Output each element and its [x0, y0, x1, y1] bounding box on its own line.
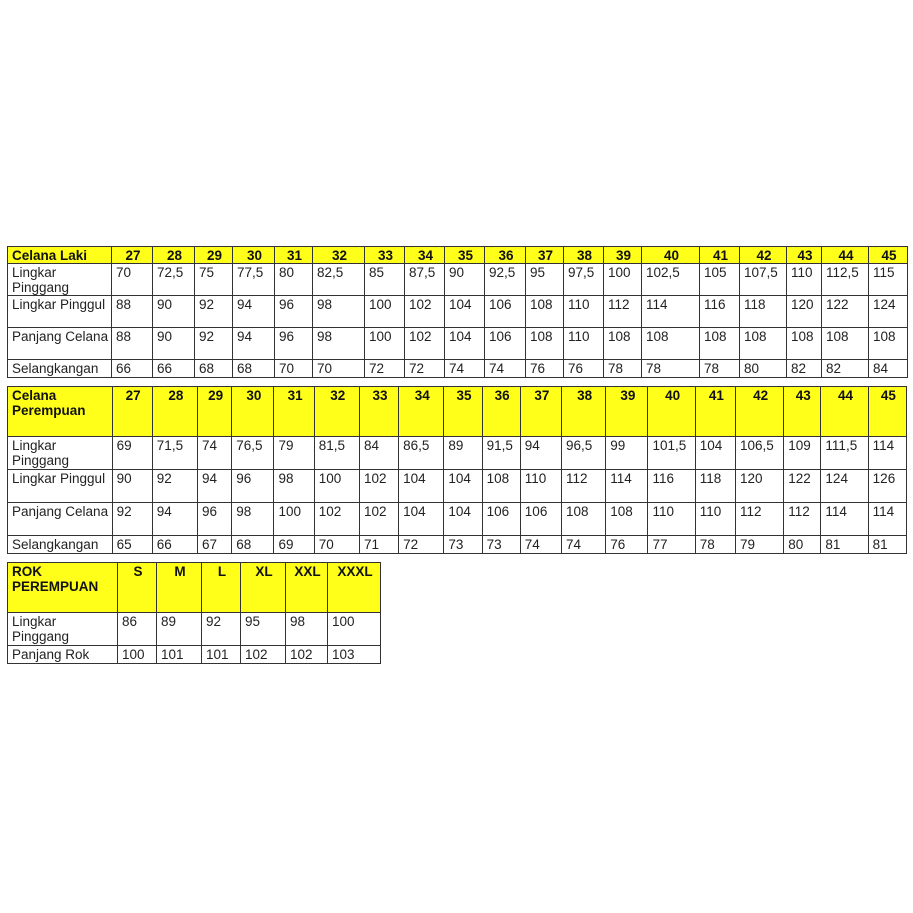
- table-cell: 108: [700, 328, 740, 360]
- table-cell: 102: [286, 646, 328, 664]
- rok-perempuan-size-xl: XL: [241, 563, 286, 613]
- celana-perempuan-size-43: 43: [784, 387, 821, 437]
- table-cell: 81,5: [314, 437, 359, 470]
- table-cell: 114: [868, 437, 906, 470]
- celana-perempuan-row-lingkar-pinggul: [8, 470, 907, 503]
- table-cell: 114: [821, 503, 868, 536]
- table-cell: 100: [604, 264, 642, 296]
- table-cell: 102: [359, 503, 398, 536]
- celana-perempuan-row-lingkar-pinggang: [8, 437, 907, 470]
- table-cell: 102: [405, 328, 445, 360]
- table-cell: 106: [482, 503, 520, 536]
- table-cell: 103: [328, 646, 381, 664]
- table-cell: 92: [152, 470, 197, 503]
- table-cell: 77,5: [233, 264, 275, 296]
- table-cell: 108: [822, 328, 869, 360]
- table-cell: 99: [606, 437, 648, 470]
- table-cell: 100: [274, 503, 314, 536]
- row-label: Lingkar Pinggang: [8, 264, 112, 296]
- table-cell: 98: [286, 613, 328, 646]
- table-cell: 94: [198, 470, 232, 503]
- table-cell: 82,5: [313, 264, 365, 296]
- table-cell: 94: [152, 503, 197, 536]
- celana-laki-size-32: 32: [313, 247, 365, 264]
- table-cell: 108: [604, 328, 642, 360]
- table-cell: 104: [445, 328, 485, 360]
- table-cell: 85: [365, 264, 405, 296]
- table-cell: 108: [482, 470, 520, 503]
- table-cell: 96: [275, 296, 313, 328]
- table-cell: 67: [198, 536, 232, 554]
- celana-laki-body: [8, 247, 908, 378]
- table-cell: 102: [359, 470, 398, 503]
- celana-laki-size-31: 31: [275, 247, 313, 264]
- row-label: Lingkar Pinggang: [8, 437, 113, 470]
- table-cell: 109: [784, 437, 821, 470]
- table-cell: 74: [445, 360, 485, 378]
- celana-laki-size-40: 40: [642, 247, 700, 264]
- rok-perempuan-row-lingkar-pinggang: [8, 613, 381, 646]
- table-cell: 76: [606, 536, 648, 554]
- table-cell: 111,5: [821, 437, 868, 470]
- celana-laki-size-35: 35: [445, 247, 485, 264]
- celana-perempuan-body: [8, 387, 907, 554]
- celana-laki-size-44: 44: [822, 247, 869, 264]
- celana-laki-size-27: 27: [112, 247, 153, 264]
- table-cell: 74: [562, 536, 606, 554]
- table-cell: 96,5: [562, 437, 606, 470]
- table-cell: 102: [314, 503, 359, 536]
- table-cell: 77: [648, 536, 695, 554]
- table-cell: 108: [526, 328, 564, 360]
- table-cell: 108: [869, 328, 908, 360]
- celana-laki-size-28: 28: [153, 247, 195, 264]
- table-cell: 100: [365, 296, 405, 328]
- celana-perempuan-size-37: 37: [520, 387, 561, 437]
- table-cell: 92: [202, 613, 241, 646]
- table-cell: 124: [869, 296, 908, 328]
- table-cell: 68: [233, 360, 275, 378]
- table-cell: 110: [787, 264, 822, 296]
- celana-laki-row-selangkangan: [8, 360, 908, 378]
- celana-perempuan-size-28: 28: [152, 387, 197, 437]
- table-cell: 92: [195, 296, 233, 328]
- table-cell: 112,5: [822, 264, 869, 296]
- table-cell: 86,5: [399, 437, 444, 470]
- celana-laki-size-36: 36: [485, 247, 526, 264]
- celana-perempuan-size-31: 31: [274, 387, 314, 437]
- table-cell: 100: [365, 328, 405, 360]
- table-cell: 69: [274, 536, 314, 554]
- table-cell: 122: [784, 470, 821, 503]
- table-cell: 96: [275, 328, 313, 360]
- table-cell: 97,5: [564, 264, 604, 296]
- table-cell: 104: [399, 470, 444, 503]
- table-cell: 92: [112, 503, 152, 536]
- table-cell: 82: [787, 360, 822, 378]
- celana-perempuan-size-40: 40: [648, 387, 695, 437]
- table-cell: 101,5: [648, 437, 695, 470]
- table-cell: 98: [313, 296, 365, 328]
- table-cell: 81: [868, 536, 906, 554]
- table-cell: 106: [485, 328, 526, 360]
- table-cell: 82: [822, 360, 869, 378]
- table-cell: 94: [520, 437, 561, 470]
- table-cell: 112: [604, 296, 642, 328]
- table-cell: 108: [526, 296, 564, 328]
- table-cell: 87,5: [405, 264, 445, 296]
- celana-perempuan-size-38: 38: [562, 387, 606, 437]
- table-cell: 98: [274, 470, 314, 503]
- celana-perempuan-size-41: 41: [695, 387, 735, 437]
- table-cell: 106,5: [735, 437, 783, 470]
- table-cell: 90: [445, 264, 485, 296]
- table-cell: 79: [735, 536, 783, 554]
- celana-perempuan-header-row: [8, 387, 907, 437]
- celana-perempuan-size-34: 34: [399, 387, 444, 437]
- table-cell: 116: [700, 296, 740, 328]
- table-cell: 88: [112, 328, 153, 360]
- table-cell: 112: [562, 470, 606, 503]
- table-cell: 115: [869, 264, 908, 296]
- table-cell: 90: [112, 470, 152, 503]
- table-cell: 75: [195, 264, 233, 296]
- celana-laki-size-38: 38: [564, 247, 604, 264]
- table-cell: 76,5: [232, 437, 274, 470]
- table-cell: 78: [700, 360, 740, 378]
- table-cell: 104: [445, 296, 485, 328]
- table-cell: 114: [606, 470, 648, 503]
- table-cell: 120: [735, 470, 783, 503]
- celana-laki-size-41: 41: [700, 247, 740, 264]
- table-cell: 74: [485, 360, 526, 378]
- table-cell: 110: [695, 503, 735, 536]
- table-cell: 110: [648, 503, 695, 536]
- table-cell: 101: [202, 646, 241, 664]
- row-label: Lingkar Pinggul: [8, 470, 113, 503]
- table-cell: 104: [695, 437, 735, 470]
- table-cell: 108: [562, 503, 606, 536]
- celana-perempuan-size-35: 35: [444, 387, 482, 437]
- celana-perempuan-size-33: 33: [359, 387, 398, 437]
- table-cell: 98: [232, 503, 274, 536]
- rok-perempuan-size-xxl: XXL: [286, 563, 328, 613]
- table-cell: 90: [153, 296, 195, 328]
- table-cell: 118: [740, 296, 787, 328]
- table-cell: 96: [198, 503, 232, 536]
- table-cell: 68: [232, 536, 274, 554]
- table-cell: 81: [821, 536, 868, 554]
- table-cell: 118: [695, 470, 735, 503]
- rok-perempuan-header-row: [8, 563, 381, 613]
- table-cell: 114: [868, 503, 906, 536]
- table-cell: 100: [328, 613, 381, 646]
- table-cell: 102: [405, 296, 445, 328]
- table-cell: 108: [642, 328, 700, 360]
- table-cell: 70: [112, 264, 153, 296]
- celana-laki-header-row: [8, 247, 908, 264]
- table-cell: 66: [153, 360, 195, 378]
- celana-laki-row-lingkar-pinggul: [8, 296, 908, 328]
- table-cell: 78: [695, 536, 735, 554]
- table-cell: 74: [198, 437, 232, 470]
- celana-perempuan-size-32: 32: [314, 387, 359, 437]
- celana-laki-size-42: 42: [740, 247, 787, 264]
- table-cell: 78: [642, 360, 700, 378]
- table-cell: 110: [564, 296, 604, 328]
- celana-laki-table: [7, 246, 908, 378]
- celana-perempuan-size-39: 39: [606, 387, 648, 437]
- table-cell: 72,5: [153, 264, 195, 296]
- table-cell: 71: [359, 536, 398, 554]
- celana-laki-size-33: 33: [365, 247, 405, 264]
- celana-perempuan-size-27: 27: [112, 387, 152, 437]
- table-cell: 86: [118, 613, 157, 646]
- celana-perempuan-size-29: 29: [198, 387, 232, 437]
- table-cell: 89: [157, 613, 202, 646]
- table-cell: 96: [232, 470, 274, 503]
- table-cell: 76: [564, 360, 604, 378]
- celana-laki-row-lingkar-pinggang: [8, 264, 908, 296]
- celana-perempuan-row-selangkangan: [8, 536, 907, 554]
- celana-laki-title: Celana Laki: [8, 247, 112, 264]
- table-cell: 94: [233, 328, 275, 360]
- row-label: Panjang Celana: [8, 503, 113, 536]
- table-cell: 100: [118, 646, 157, 664]
- table-cell: 116: [648, 470, 695, 503]
- table-cell: 65: [112, 536, 152, 554]
- table-cell: 76: [526, 360, 564, 378]
- table-cell: 84: [869, 360, 908, 378]
- celana-laki-size-34: 34: [405, 247, 445, 264]
- table-cell: 104: [444, 503, 482, 536]
- celana-perempuan-size-36: 36: [482, 387, 520, 437]
- rok-perempuan-row-panjang-rok: [8, 646, 381, 664]
- table-cell: 79: [274, 437, 314, 470]
- rok-perempuan-body: [8, 563, 381, 664]
- table-cell: 73: [444, 536, 482, 554]
- celana-laki-size-30: 30: [233, 247, 275, 264]
- rok-perempuan-size-xxxl: XXXL: [328, 563, 381, 613]
- table-cell: 95: [241, 613, 286, 646]
- table-cell: 108: [787, 328, 822, 360]
- rok-perempuan-size-s: S: [118, 563, 157, 613]
- table-cell: 74: [520, 536, 561, 554]
- table-cell: 72: [405, 360, 445, 378]
- table-cell: 80: [275, 264, 313, 296]
- celana-perempuan-table: [7, 386, 907, 554]
- table-cell: 114: [642, 296, 700, 328]
- celana-perempuan-size-44: 44: [821, 387, 868, 437]
- table-cell: 104: [399, 503, 444, 536]
- table-cell: 108: [606, 503, 648, 536]
- table-cell: 89: [444, 437, 482, 470]
- table-cell: 70: [275, 360, 313, 378]
- table-cell: 88: [112, 296, 153, 328]
- table-cell: 98: [313, 328, 365, 360]
- table-cell: 104: [444, 470, 482, 503]
- table-cell: 106: [520, 503, 561, 536]
- table-cell: 72: [399, 536, 444, 554]
- table-cell: 69: [112, 437, 152, 470]
- table-cell: 90: [153, 328, 195, 360]
- table-cell: 110: [520, 470, 561, 503]
- table-cell: 101: [157, 646, 202, 664]
- table-cell: 84: [359, 437, 398, 470]
- table-cell: 112: [784, 503, 821, 536]
- table-cell: 68: [195, 360, 233, 378]
- celana-laki-size-43: 43: [787, 247, 822, 264]
- table-cell: 120: [787, 296, 822, 328]
- celana-laki-size-45: 45: [869, 247, 908, 264]
- table-cell: 70: [314, 536, 359, 554]
- table-cell: 124: [821, 470, 868, 503]
- row-label: Panjang Rok: [8, 646, 118, 664]
- table-cell: 72: [365, 360, 405, 378]
- table-cell: 78: [604, 360, 642, 378]
- table-cell: 126: [868, 470, 906, 503]
- celana-perempuan-row-panjang-celana: [8, 503, 907, 536]
- table-cell: 108: [740, 328, 787, 360]
- table-cell: 106: [485, 296, 526, 328]
- table-cell: 112: [735, 503, 783, 536]
- rok-perempuan-size-m: M: [157, 563, 202, 613]
- table-cell: 102: [241, 646, 286, 664]
- celana-perempuan-size-45: 45: [868, 387, 906, 437]
- row-label: Panjang Celana: [8, 328, 112, 360]
- celana-laki-row-panjang-celana: [8, 328, 908, 360]
- table-cell: 110: [564, 328, 604, 360]
- table-cell: 92,5: [485, 264, 526, 296]
- table-cell: 80: [740, 360, 787, 378]
- row-label: Lingkar Pinggang: [8, 613, 118, 646]
- row-label: Lingkar Pinggul: [8, 296, 112, 328]
- celana-perempuan-size-30: 30: [232, 387, 274, 437]
- table-cell: 94: [233, 296, 275, 328]
- table-cell: 107,5: [740, 264, 787, 296]
- table-cell: 80: [784, 536, 821, 554]
- table-cell: 102,5: [642, 264, 700, 296]
- table-cell: 70: [313, 360, 365, 378]
- table-cell: 73: [482, 536, 520, 554]
- celana-laki-size-29: 29: [195, 247, 233, 264]
- table-cell: 66: [112, 360, 153, 378]
- row-label: Selangkangan: [8, 360, 112, 378]
- rok-perempuan-title: ROK PEREMPUAN: [8, 563, 118, 613]
- table-cell: 71,5: [152, 437, 197, 470]
- celana-perempuan-size-42: 42: [735, 387, 783, 437]
- table-cell: 91,5: [482, 437, 520, 470]
- rok-perempuan-table: [7, 562, 381, 664]
- table-cell: 122: [822, 296, 869, 328]
- celana-perempuan-title: Celana Perempuan: [8, 387, 113, 437]
- table-cell: 105: [700, 264, 740, 296]
- rok-perempuan-size-l: L: [202, 563, 241, 613]
- row-label: Selangkangan: [8, 536, 113, 554]
- celana-laki-size-39: 39: [604, 247, 642, 264]
- table-cell: 92: [195, 328, 233, 360]
- celana-laki-size-37: 37: [526, 247, 564, 264]
- table-cell: 100: [314, 470, 359, 503]
- table-cell: 66: [152, 536, 197, 554]
- table-cell: 95: [526, 264, 564, 296]
